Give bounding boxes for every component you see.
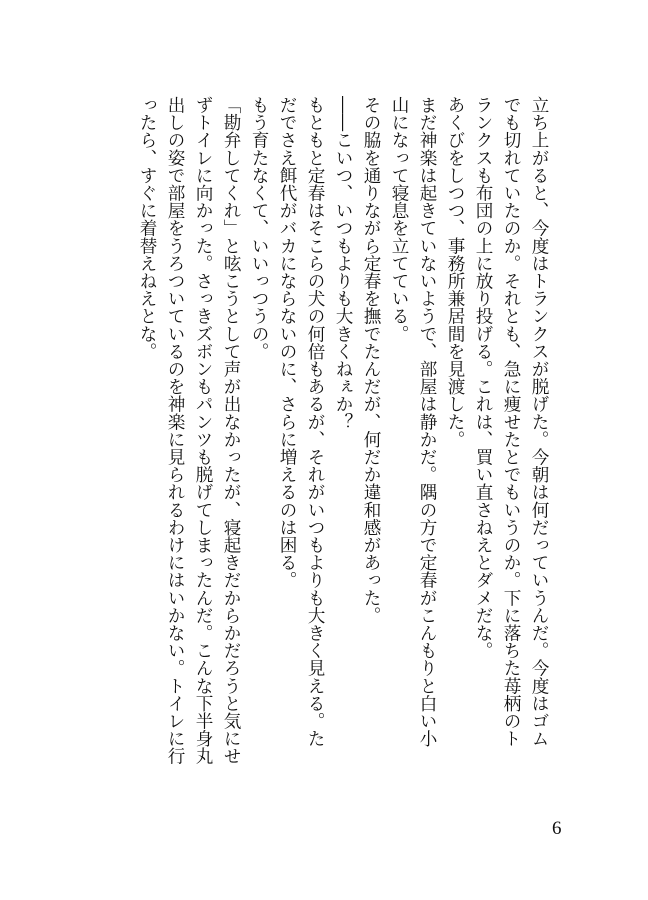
text-line-2: でも切れていたのか。それとも、急に痩せたとでもいうのか。下に落ちた苺柄のト	[501, 96, 521, 748]
text-line-9: もともと定春はそこらの犬の何倍もあるが、それがいつもよりも大きく見える。た	[305, 96, 325, 748]
text-line-1: 立ち上がると、今度はトランクスが脱げた。今朝は何だっていうんだ。今度はゴム	[529, 96, 549, 748]
text-line-13: ずトイレに向かった。さっきズボンもパンツも脱げてしまったんだ。こんな下半身丸	[193, 96, 213, 765]
text-line-12: 「勘弁してくれ」と呟こうとして声が出なかったが、寝起きだからかだろうと気にせ	[221, 96, 241, 765]
body-text	[133, 96, 553, 816]
text-line-4: あくびをしつつ、事務所兼居間を見渡した。	[445, 96, 465, 448]
text-line-11: もう育たなくて、いいっつうの。	[249, 96, 269, 360]
text-line-5: まだ神楽は起きていないようで、部屋は静かだ。隅の方で定春がこんもりと白い小	[417, 96, 437, 748]
text-line-10: だでさえ餌代がバカにならないのに、さらに増えるのは困る。	[277, 96, 297, 589]
text-line-14: 出しの姿で部屋をうろついているのを神楽に見られるわけにはいかない。トイレに行	[165, 96, 185, 765]
text-line-7: その脇を通りながら定春を撫でたんだが、何だか違和感があった。	[361, 96, 381, 624]
text-line-15: ったら、すぐに着替えねえとな。	[137, 96, 157, 360]
text-line-6: 山になって寝息を立てている。	[389, 96, 409, 343]
page-number: 6	[552, 818, 562, 839]
text-line-3: ランクスも布団の上に放り投げる。これは、買い直さねえとダメだな。	[473, 96, 493, 660]
text-line-8: ――こいつ、いつもよりも大きくねぇか？	[333, 96, 353, 431]
